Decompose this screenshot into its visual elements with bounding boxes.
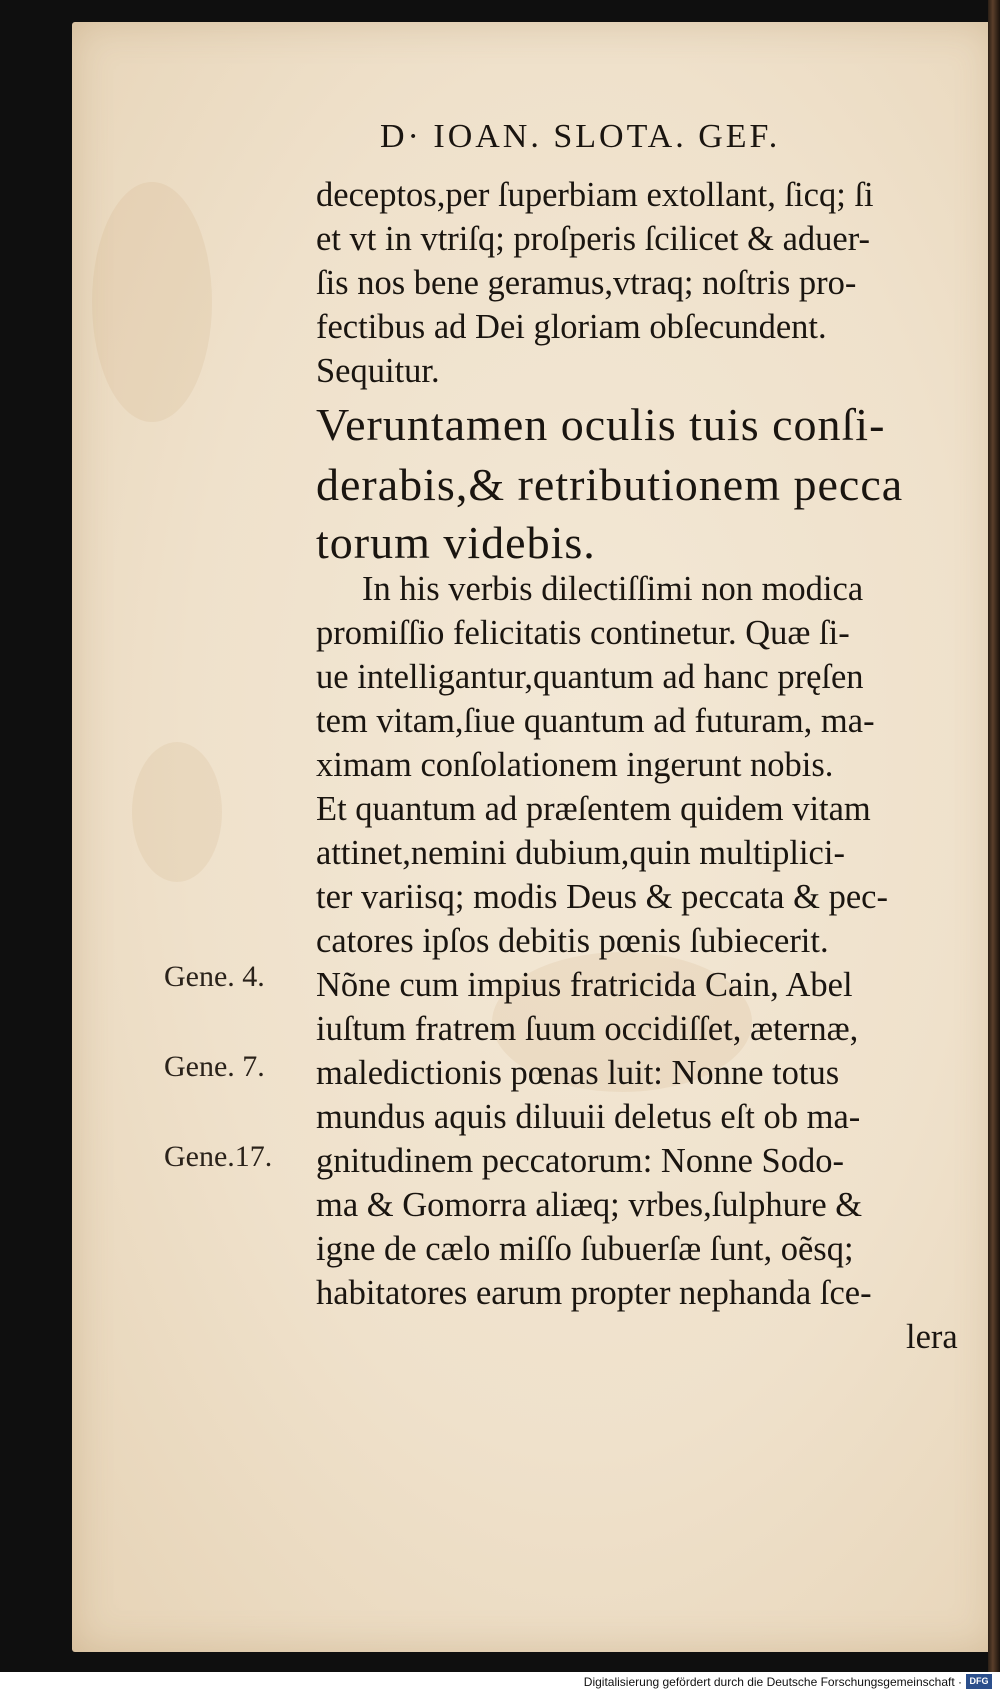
text-line: Sequitur.: [316, 352, 440, 390]
paragraph-line: igne de cælo miſſo ſubuerſæ ſunt, oẽsq;: [316, 1230, 854, 1268]
paragraph-line: Nõne cum impius fratricida Cain, Abel: [316, 966, 853, 1004]
paragraph-line: ter variisq; modis Deus & peccata & pec-: [316, 878, 888, 916]
heading-line: derabis,& retributionem pecca: [316, 459, 904, 510]
text-line: fectibus ad Dei gloriam obſecundent.: [316, 308, 827, 346]
catchword: lera: [906, 1318, 958, 1356]
paragraph-line: mundus aquis diluuii deletus eſt ob ma-: [316, 1098, 861, 1136]
paragraph-line: gnitudinem peccatorum: Nonne Sodo-: [316, 1142, 844, 1180]
paragraph-line: maledictionis pœnas luit: Nonne totus: [316, 1054, 840, 1092]
heading-line: Veruntamen oculis tuis conſi-: [316, 399, 886, 450]
paragraph-line: iuſtum fratrem ſuum occidiſſet, æternæ,: [316, 1010, 859, 1048]
paragraph-line: ximam conſolationem ingerunt nobis.: [316, 746, 834, 784]
text-line: ſis nos bene geramus,vtraq; noſtris pro-: [316, 264, 857, 302]
paragraph-line: attinet,nemini dubium,quin multiplici-: [316, 834, 845, 872]
paragraph-line: catores ipſos debitis pœnis ſubiecerit.: [316, 922, 829, 960]
text-line: et vt in vtriſq; proſperis ſcilicet & aduer-: [316, 220, 871, 258]
dfg-logo-icon: DFG: [966, 1674, 992, 1689]
text-line: deceptos,per ſuperbiam extollant, ſicq; ſi: [316, 176, 874, 214]
paper-stain: [92, 182, 212, 422]
footer-credit: Digitalisierung gefördert durch die Deutsche Forschungsgemeinschaft ·: [583, 1675, 962, 1689]
margin-note: Gene.17.: [164, 1140, 273, 1173]
page-edge: [988, 0, 1000, 1694]
running-head: D· IOAN. SLOTA. GEF.: [380, 118, 781, 155]
paragraph-line: promiſſio felicitatis continetur. Quæ ſi-: [316, 614, 850, 652]
margin-note: Gene. 4.: [164, 960, 265, 993]
paragraph-line: tem vitam,ſiue quantum ad futuram, ma-: [316, 702, 875, 740]
paragraph-line: In his verbis dilectiſſimi non modica: [362, 570, 864, 608]
paper-stain: [132, 742, 222, 882]
heading-line: torum videbis.: [316, 517, 596, 568]
paragraph-line: habitatores earum propter nephanda ſce-: [316, 1274, 872, 1312]
paragraph-line: ue intelligantur,quantum ad hanc pręſen: [316, 658, 864, 696]
margin-note: Gene. 7.: [164, 1050, 265, 1083]
paragraph-line: Et quantum ad præſentem quidem vitam: [316, 790, 871, 828]
paragraph-line: ma & Gomorra aliæq; vrbes,ſulphure &: [316, 1186, 863, 1224]
